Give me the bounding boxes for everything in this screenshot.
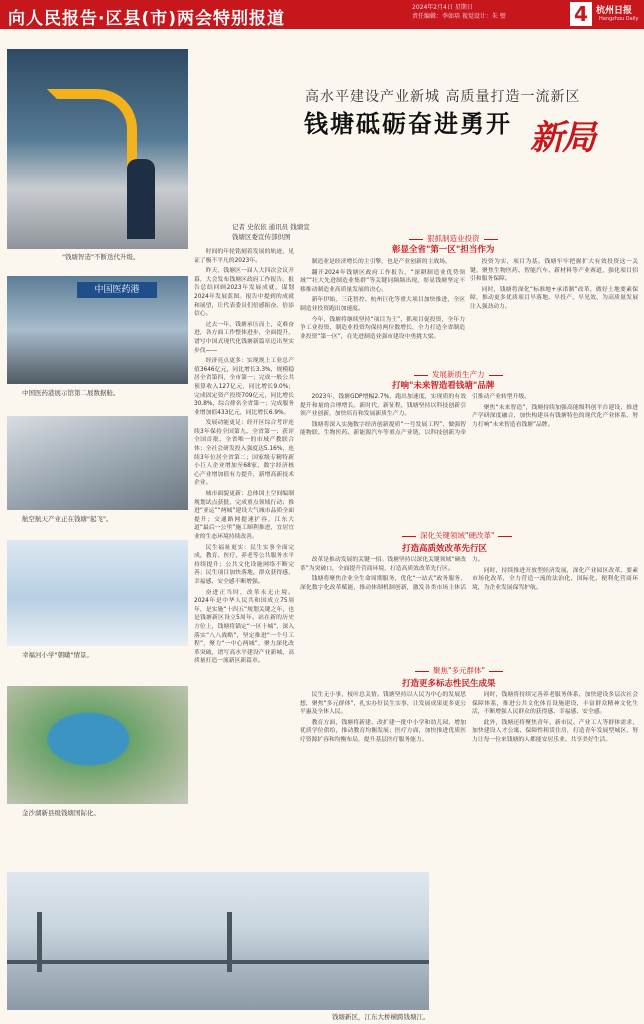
section-4-paragraph: 同时，钱塘将持续完善养老服务体系，加快建设多层次社会保障体系，推进公共文化体育设施建设，丰富群众精神文化生活，不断增强人民群众的获得感、幸福感、安全感。 [472,692,638,716]
lead-paragraph: 城市面貌更新：总体国土空间编制规划试点获批，完成重点领域行动；推进“亚运”“两城”建设大气城市品质全面提升；交通路网提速扩容，江东大道“最后一公里”施工顺利推进，宜居宜业的生态环境持续改善。 [194,491,294,540]
section-2-paragraph: 2023年，钱塘GDP增幅2.7%，跑出加速度，实现质的有效提升和量的合理增长。新时代，新征程，钱塘坚持以科技创新引领产业创新，加快培育和发展新质生产力。 [300,394,466,418]
banner-meta [412,3,506,21]
lead-paragraph: 经济亮点更多：实现规上工业总产值3646亿元，同比增长3.3%，规模稳居全省第四，全市第一；完成一般公共预算收入127亿元，同比增长9.0%；完成固定资产投资709亿元，同比增长30.8%，综合排名全省第一；完成服务业增加值433亿元，同比增长6.9%。 [194,358,294,416]
worker-shape [127,159,155,239]
section-2-text [300,393,638,505]
page-banner [0,0,644,29]
article-headline: 钱塘砥砺奋进勇开 [304,109,512,138]
section-2-kicker: 发展新质生产力 [410,369,507,380]
masthead-logo: 杭州日报 [596,6,633,16]
lead-column [194,248,294,868]
section-3-title: 打造高质效改革先行区 [402,544,488,554]
caption-factory: "钱塘智造"不断迭代升级。 [62,253,140,261]
lead-paragraph: 过去一年，钱塘承压而上，克难奋进，各方面工作整体进步，全面提升，谱写中国式现代化钱塘新篇章迈出坚实步伐—— [194,321,294,354]
section-3-kicker: 深化关键领域"硬改革" [398,530,516,541]
section-4-kicker: 聚焦"多元群体" [411,665,507,676]
lead-paragraph: 昨天，钱塘区一届人大四次会议开幕，大会发布钱塘区政府工作报告。报告总结回顾2023年发展成就，谋划2024年发展蓝图。报告中提到的成就和展望，让代表委员们倍感振奋、倍添信心。 [194,268,294,318]
exhibition-hall-photo [7,276,188,384]
caption-bridge: 钱塘新区，江东大桥横跨钱塘江。 [332,1013,430,1021]
caption-lab: 航空航天产业正在钱塘"起飞"。 [22,515,113,523]
section-4-paragraph: 教育方面，钱塘将新建、改扩建一批中小学和幼儿园，增加优质学位供给，推动教育均衡发展；医疗方面，加快推进优质医疗资源扩容和均衡布局，提升基层医疗服务能力。 [300,719,466,743]
hall-sign: 中国医药港 [77,282,157,298]
section-1-kicker: 狠抓制造业投资 [405,233,502,244]
section-3-text [300,556,638,656]
page-number: 4 [570,2,592,26]
masthead-sub: Hangzhou Daily [599,16,639,22]
section-1-paragraph: 新年伊始，三花智控、杭州巨化等重大项目加快推进，全区制造业投资跑出加速度。 [300,297,465,312]
aerial-photo [7,686,188,804]
banner-date: 2024年2月4日 星期日 [412,4,473,11]
byline [232,222,310,242]
bridge-photo [7,872,429,1010]
banner-editors: 责任编辑：李如培 视觉设计：朱 壁 [412,13,506,20]
bridge-deck [7,960,429,964]
article-subtitle: 高水平建设产业新城 高质量打造一流新区 [305,89,581,105]
section-3-paragraph: 改革是推动发展的关键一招。钱塘坚持以深化关键领域“硬改革”为突破口，全面提升营商环境，打造高质效改革先行区。 [300,557,466,572]
section-4-paragraph: 此外，钱塘还将聚焦青年、新市民、产业工人等群体需求，加快建设人才公寓、保障性租赁住房，打造青年发展型城区，努力让每一位来钱塘的人都能安居乐业、共享美好生活。 [472,719,638,743]
section-4-paragraph: 民生无小事，枝叶总关情。钱塘坚持以人民为中心的发展思想，聚焦“多元群体”，扎实办好民生实事，让发展成果更多更公平惠及全体人民。 [300,692,466,716]
lead-paragraph: 发展动能更足：经开区综合考评连续3年保持全国第九、全省第一；获评全国首批、全省唯一的市域产教联合体；全社会研发投入强度达5.16%，连续3年位居全省第二；国家级专精特新小巨人企业增加至68家，数字经济核心产业增加值有力提升，新增高新技术企业。 [194,420,294,487]
section-1-paragraph: 投资为实，项目为基。钱塘牢牢把握扩大有效投资这一关键，聚焦生物医药、智能汽车、新材料等产业赛道，强化项目招引和服务保障。 [470,259,638,283]
banner-title: 向人民报告·区县(市)两会特别报道 [8,9,285,29]
section-1-col-a [300,258,465,368]
byline-reporters: 记者 史依依 通讯员 钱塘宣 [232,223,310,231]
headline-deco: 新局 [530,118,594,158]
section-1-paragraph: 同时，钱塘将深化“标准地+承诺制”改革，做好土地要素保障，推动更多优质项目早落地、早投产、早见效，为高质量发展注入强劲动力。 [470,286,638,310]
lead-paragraph: 时间的年轮铭刻着发展的轨迹，见证了极不平凡的2023年。 [194,249,294,264]
section-1-paragraph: 制造业是经济增长的主引擎，也是产业创新的主战场。 [311,259,451,265]
section-2-paragraph: 钱塘将深入实施数字经济创新提质“一号发展工程”，做强智能物联、生物医药、新能源汽车等重点产业链，以科技创新为牵引推动产业转型升级。 [300,394,530,437]
section-4-text [300,691,638,867]
section-3-paragraph: 同时，持续推进开放型经济发展，深化产业园区改革、要素市场化改革，全力营造一流的法治化、国际化、便利化营商环境，为企业发展保驾护航。 [472,567,638,591]
section-3-paragraph: 钱塘将聚焦企业全生命周期服务，优化“一站式”政务服务，深化数字化改革赋能，推动体制机制创新，激发各类市场主体活力。 [300,557,484,591]
caption-aerial: 金沙湖新县级钱塘国际化。 [22,809,100,817]
byline-credit: 钱塘区委宣传部供图 [232,233,291,241]
section-1-col-b [470,258,638,368]
section-2-title: 打响"未来智造看钱塘"品牌 [392,381,495,391]
factory-photo [7,49,188,249]
section-1-title: 彰显全省"第一区"担当作为 [392,245,495,255]
caption-hall: 中国医药港展示馆第二展数据舱。 [22,389,120,397]
section-2-paragraph: 聚焦“未来智造”，钱塘持续加强高能级科创平台建设，推进产学研深度融合，加快构建具有钱塘特色的现代化产业体系，努力打响“未来智造看钱塘”品牌。 [472,404,638,428]
section-4-title: 打造更多标志性民生成果 [402,679,496,689]
lead-paragraph: 奋进正当时，改革永无止境。2024年是中华人民共和国成立75周年，是实施“十四五”规划关键之年，也是钱塘新区设立5周年。站在新的历史方位上，钱塘将锚定“一区十城”，深入落实“八八战略”，坚定推进“一个号工程”，聚力“一中心两城”，聚力深化改革突破，谱写高水平建设产业新城、高质量打造一流新区新篇章。 [194,589,294,665]
robot-arm-shape [47,89,137,179]
school-photo [7,540,188,646]
section-1-paragraph: 翻开2024年钱塘区政府工作报告，“深耕制造业优势领域”“壮大先进制造业集群”等关键词频频出现，彰显钱塘坚定不移推动制造业高质量发展的决心。 [300,269,465,293]
aerospace-photo [7,416,188,510]
section-1-paragraph: 今年，钱塘将继续坚持“项目为王”，抓项目促投资，全年力争工业投资、制造业投资均保持两位数增长，全力打造全省制造业投资“第一区”，在先进制造业强市建设中勇挑大梁。 [300,316,465,340]
lead-paragraph: 民生福祉更实：民生实事全面完成，教育、医疗、养老等公共服务水平持续提升；公共文化设施网络不断完善；民生项目加快落地，群众获得感、幸福感、安全感不断增强。 [194,544,294,585]
caption-kids: 幸福河小学"朝暾"情景。 [22,651,93,659]
